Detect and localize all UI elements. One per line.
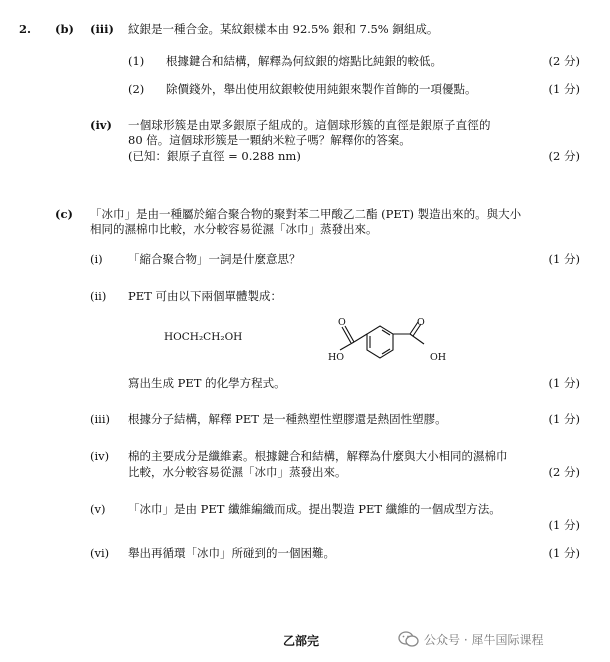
hydroxyl-right: OH	[430, 352, 447, 363]
cv-marks: (1 分)	[548, 518, 580, 532]
section-end: 乙部完	[283, 634, 320, 648]
ci-text: 「縮合聚合物」一詞是什麼意思？	[128, 252, 301, 266]
part-iii-text: 紋銀是一種合金。某紋銀樣本由 92.5% 銀和 7.5% 銅組成。	[128, 22, 439, 36]
ci-marks: (1 分)	[548, 252, 580, 266]
civ-label: (iv)	[90, 449, 110, 463]
cv-label: (v)	[90, 502, 106, 516]
cii-label: (ii)	[90, 289, 107, 303]
cvi-text: 舉出再循環「冰巾」所碰到的一個困難。	[128, 546, 335, 560]
cvi-marks: (1 分)	[548, 546, 580, 560]
part-iv-line3: (已知：銀原子直徑 = 0.288 nm)	[128, 149, 301, 163]
carbonyl-o-right: O	[417, 317, 425, 328]
part-iii-label: (iii)	[90, 22, 114, 36]
part-c-label: (c)	[55, 207, 73, 221]
cii-question: 寫出生成 PET 的化學方程式。	[128, 376, 286, 390]
ciii-text: 根據分子結構，解釋 PET 是一種熱塑性塑膠還是熱固性塑膠。	[128, 412, 447, 426]
part-c-line2: 相同的濕棉巾比較，水分較容易從濕「冰巾」蒸發出來。	[90, 222, 378, 236]
ciii-label: (iii)	[90, 412, 111, 426]
part-iv-line2: 80 倍。這個球形簇是一顆納米粒子嗎？解釋你的答案。	[128, 133, 411, 147]
carbonyl-o-left: O	[338, 317, 346, 328]
civ-marks: (2 分)	[548, 465, 580, 479]
sub2-text: 除價錢外，舉出使用紋銀較使用純銀來製作首飾的一項優點。	[166, 82, 477, 96]
civ-line1: 棉的主要成分是纖維素。根據鍵合和結構，解釋為什麼與大小相同的濕棉巾	[128, 449, 508, 463]
watermark-text: 公众号 · 犀牛国际课程	[424, 633, 544, 647]
sub1-label: (1)	[128, 54, 145, 68]
ci-label: (i)	[90, 252, 103, 266]
sub1-marks: (2 分)	[548, 54, 580, 68]
wechat-icon	[398, 630, 420, 648]
hydroxyl-left: HO	[328, 352, 345, 363]
part-b-label: (b)	[55, 22, 74, 36]
part-iv-marks: (2 分)	[548, 149, 580, 163]
part-iv-label: (iv)	[90, 118, 112, 132]
part-c-line1: 「冰巾」是由一種屬於縮合聚合物的聚對苯二甲酸乙二酯 (PET) 製造出來的。與大小	[90, 207, 522, 221]
question-number: 2.	[19, 22, 32, 36]
cii-text: PET 可由以下兩個單體製成：	[128, 289, 282, 303]
cii-marks: (1 分)	[548, 376, 580, 390]
cvi-label: (vi)	[90, 546, 110, 560]
part-iv-line1: 一個球形簇是由眾多銀原子組成的。這個球形簇的直徑是銀原子直徑的	[128, 118, 491, 132]
sub2-label: (2)	[128, 82, 145, 96]
sub2-marks: (1 分)	[548, 82, 580, 96]
ciii-marks: (1 分)	[548, 412, 580, 426]
cv-text: 「冰巾」是由 PET 纖維編織而成。提出製造 PET 纖維的一個成型方法。	[128, 502, 501, 516]
civ-line2: 比較，水分較容易從濕「冰巾」蒸發出來。	[128, 465, 347, 479]
sub1-text: 根據鍵合和結構，解釋為何紋銀的熔點比純銀的較低。	[166, 54, 442, 68]
ethylene-glycol-formula: HOCH₂CH₂OH	[164, 331, 243, 343]
